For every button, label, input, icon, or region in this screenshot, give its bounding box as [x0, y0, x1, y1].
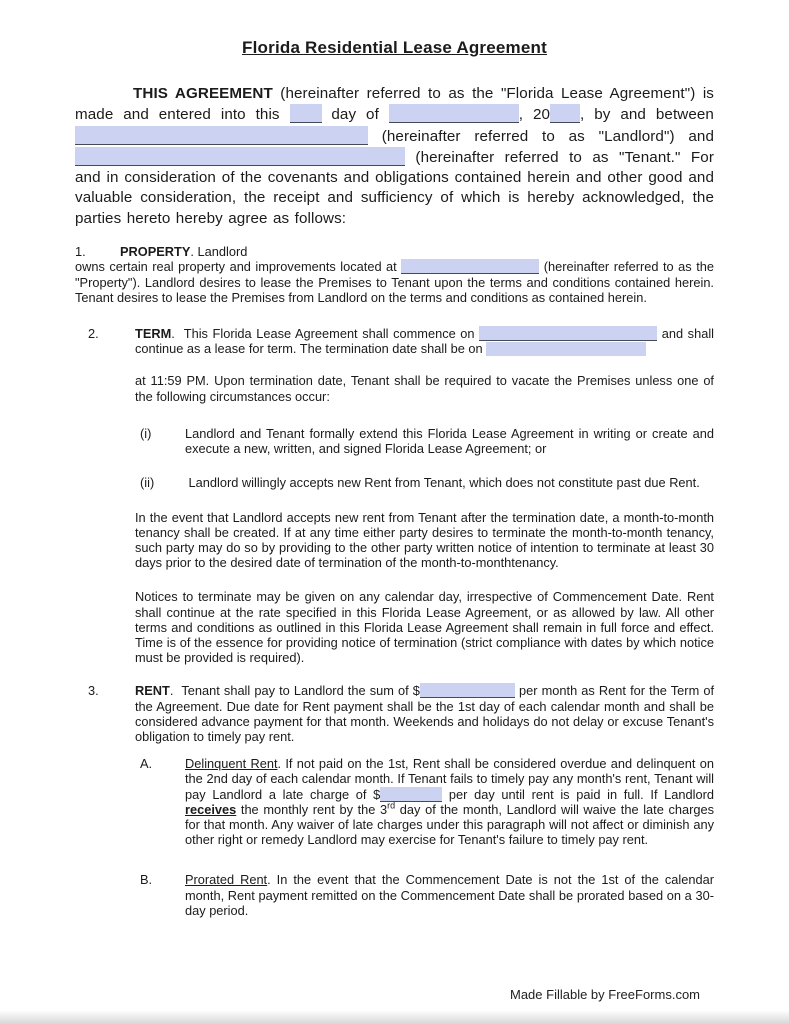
clause-ii-marker: (ii) [140, 475, 155, 491]
section-3-number: 3. [88, 683, 99, 699]
text-run: . If not paid on the 1st, Rent shall be considered overdue and delinquent on the 2nd day of each calendar month. If Tenant fails to timely pay any month's rent, Tenant will pay Landlord a late charge of $ [185, 756, 714, 802]
clause-ii-text [185, 475, 700, 490]
year-field[interactable] [550, 104, 580, 123]
clause-i-text [185, 426, 714, 456]
text-run: THIS AGREEMENT [133, 85, 273, 102]
text-run: (hereinafter referred to as the "Property"). Landlord desires to lease the Premises to Tenant upon the terms and conditions contained herein. Tenant desires to lease the Premises from Landlord on the terms and conditions as contained herein. [75, 259, 714, 305]
text-run: (hereinafter referred to as the "Florida Lease Agreement") is made and entered into this [75, 85, 714, 124]
text-run: day of the month, Landlord will waive the late charges for that month. Any waiver of late charges under this paragraph will not affect or diminish any other right or remedy Landlord may exercise for Tenant's failure to timely pay rent. [185, 801, 715, 848]
landlord-name-field[interactable] [75, 126, 368, 145]
section-2-number: 2. [88, 326, 99, 342]
section-2-term [75, 326, 714, 356]
section-3-rent [75, 683, 714, 744]
section-3-text [135, 683, 714, 744]
text-run: . Landlord [190, 244, 248, 260]
intro-paragraph [75, 84, 714, 229]
text-run: rd [387, 800, 396, 811]
clause-b-prorated-rent [75, 872, 714, 918]
text-run: the monthly rent by the 3 [236, 801, 388, 817]
clause-i-marker: (i) [140, 425, 152, 441]
clause-ii [75, 475, 714, 490]
section-1-number: 1. [75, 244, 86, 260]
text-run: (hereinafter referred to as "Landlord") and [368, 127, 714, 145]
late-charge-field[interactable] [380, 787, 442, 802]
text-run: (hereinafter referred to as "Tenant." For and in consideration of the covenants and obligations contained herein and other good and valuable consideration, the receipt and sufficiency of which is hereby acknowledged, the parties hereto hereby agree as follows: [75, 148, 714, 227]
text-run: per month as Rent for the Term of the Agreement. Due date for Rent payment shall be the 1st day of each calendar month and shall be considered advance payment for that month. Weekends and holidays do not delay or excuse Tenant's obligation to timely pay rent. [135, 683, 715, 744]
text-run: , by and between [580, 106, 714, 124]
day-field[interactable] [290, 104, 322, 123]
section-1-title [120, 244, 247, 259]
section-1-heading [75, 244, 714, 259]
paragraph-notices [135, 589, 714, 665]
paragraph-month-to-month [135, 510, 714, 571]
text-run: and shall continue as a lease for term. The termination date shall be on [135, 326, 715, 357]
text-run: Notices to terminate may be given on any calendar day, irrespective of Commencement Date. Rent shall continue at the rate specified in this Florida Lease Agreement, or as allowed by law. All other terms and conditions as outlined in this Florida Lease Agreement shall remain in full force and effect. Time is of the essence for providing notice of termination (strict compliance with dates by which notice must be provided is required). [135, 589, 714, 666]
text-run: PROPERTY [120, 244, 191, 260]
text-run: per day until rent is paid in full. If Landlord [442, 786, 714, 802]
clause-b-marker: B. [140, 872, 153, 888]
property-address-field[interactable] [401, 259, 539, 274]
text-run: Landlord willingly accepts new Rent from Tenant, which does not constitute past due Rent. [185, 475, 700, 491]
monthly-rent-field[interactable] [420, 683, 515, 698]
footer-credit: Made Fillable by FreeForms.com [510, 987, 700, 1002]
clause-b-text [185, 872, 714, 917]
text-run: Delinquent Rent [185, 756, 278, 772]
tenant-name-field[interactable] [75, 147, 405, 166]
text-run: , 20 [518, 106, 551, 124]
clause-a-text [185, 756, 714, 847]
text-run: Prorated Rent [185, 872, 268, 888]
text-run: day of [321, 106, 389, 124]
document-content [75, 38, 714, 918]
text-run: RENT [135, 683, 170, 699]
document-title: Florida Residential Lease Agreement [242, 38, 547, 57]
text-run: owns certain real property and improvements located at [75, 259, 402, 275]
text-run: at 11:59 PM. Upon termination date, Tenant shall be required to vacate the Premises unless one of the following circumstances occur: [135, 373, 714, 404]
text-run: Landlord and Tenant formally extend this Florida Lease Agreement in writing or create and execute a new, written, and signed Florida Lease Agreement; or [185, 425, 714, 457]
clause-a-marker: A. [140, 756, 153, 772]
section-1-body [75, 259, 714, 305]
text-run: . In the event that the Commencement Date is not the 1st of the calendar month, Rent payment remitted on the Commencement Date shall be prorated based on a 30-day period. [185, 872, 714, 918]
section-2-text [135, 326, 714, 356]
commencement-date-field[interactable] [479, 326, 657, 341]
termination-date-field[interactable] [486, 342, 646, 356]
page-edge-shadow [0, 1010, 789, 1024]
text-run: . Tenant shall pay to Landlord the sum of $ [169, 683, 420, 699]
paragraph-termination-time [135, 373, 714, 403]
text-run: In the event that Landlord accepts new rent from Tenant after the termination date, a month-to-month tenancy shall be created. If at any time either party desires to terminate the month-to-month tenancy, such party may do so by providing to the other party written notice of intention to terminate at least 30 days prior to the desired date of termination of the month-to-monthtenancy. [135, 509, 714, 571]
text-run: receives [185, 801, 237, 817]
text-run: TERM [135, 326, 172, 342]
clause-a-delinquent-rent [75, 756, 714, 847]
clause-i [75, 426, 714, 456]
month-field[interactable] [389, 104, 519, 123]
text-run: . This Florida Lease Agreement shall commence on [171, 326, 480, 342]
